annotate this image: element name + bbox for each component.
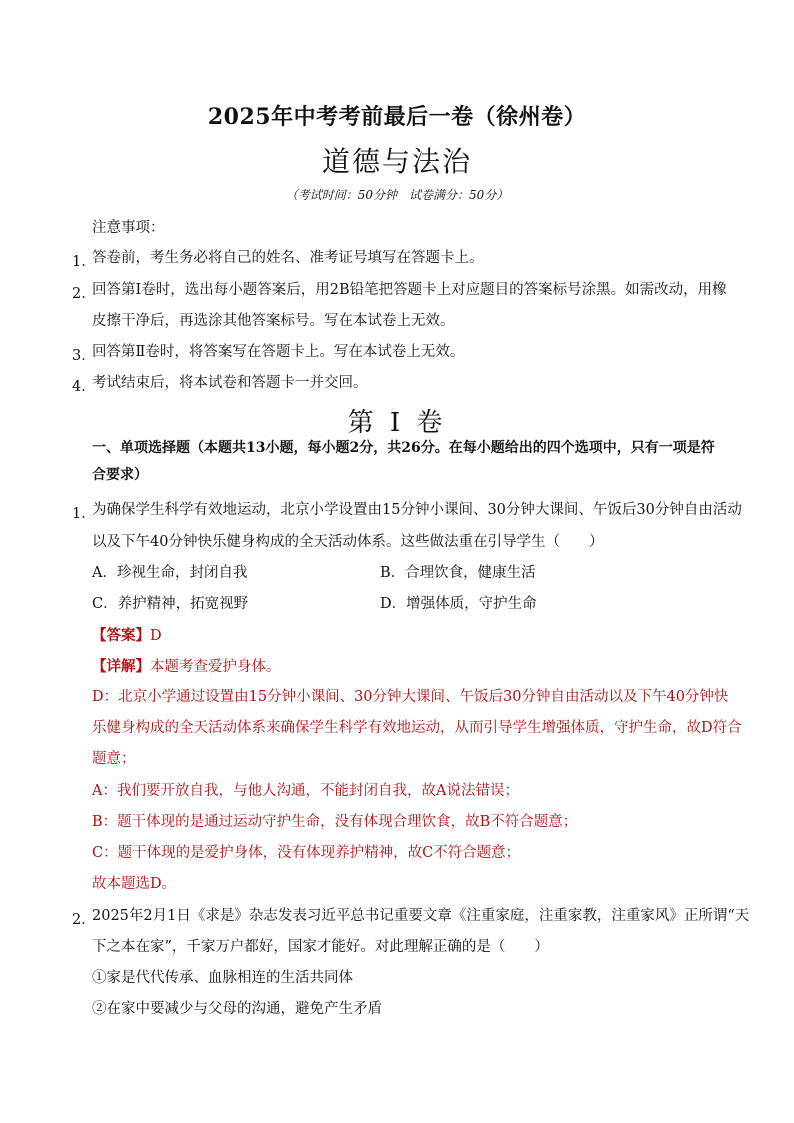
note-text: 皮擦干净后，再选涂其他答案标号。写在本试卷上无效。	[92, 313, 455, 329]
detail-line	[92, 658, 281, 676]
note-text: 考试结束后，将本试卷和答题卡一并交回。	[92, 375, 368, 391]
note-text: 答卷前，考生务必将自己的姓名、准考证号填写在答题卡上。	[92, 250, 484, 266]
note-number: 1．	[72, 254, 96, 270]
detail-intro: 本题考查爱护身体。	[150, 659, 281, 675]
note-number: 4．	[72, 379, 96, 395]
explanation-line: C：题干体现的是爱护身体，没有体现养护精神，故C不符合题意；	[92, 845, 521, 861]
option-b: B．合理饮食，健康生活	[380, 565, 536, 581]
answer-label: 【答案】	[92, 627, 150, 644]
explanation-line: A：我们要开放自我，与他人沟通，不能封闭自我，故A说法错误；	[92, 783, 519, 799]
detail-label: 【详解】	[92, 658, 150, 675]
section-instruction: 一、单项选择题（本题共13小题，每小题2分，共26分。在每小题给出的四个选项中，只有一项是符	[92, 440, 715, 456]
explanation-line: B：题干体现的是通过运动守护生命，没有体现合理饮食，故B不符合题意；	[92, 814, 578, 830]
option-d: D．增强体质，守护生命	[380, 596, 537, 612]
question-number: 1．	[72, 506, 96, 522]
exam-info: （考试时间：50分钟 试卷满分：50分）	[285, 188, 509, 202]
option-a: A．珍视生命，封闭自我	[92, 565, 248, 581]
option-c: C．养护精神，拓宽视野	[92, 596, 249, 612]
answer-value: D	[150, 628, 162, 644]
note-number: 2．	[72, 286, 96, 302]
exam-title: 2025年中考考前最后一卷（徐州卷）	[207, 104, 587, 130]
statement-item: ②在家中要减少与父母的沟通，避免产生矛盾	[92, 1001, 382, 1017]
question-stem: 下之本在家”，千家万户都好，国家才能好。对此理解正确的是（ ）	[92, 939, 549, 955]
explanation-line: 题意；	[92, 751, 136, 767]
question-stem: 2025年2月1日《求是》杂志发表习近平总书记重要文章《注重家庭，注重家教，注重家风》正所谓“天	[92, 908, 750, 924]
explanation-line: D：北京小学通过设置由15分钟小课间、30分钟大课间、午饭后30分钟自由活动以及下午40分钟快	[92, 689, 729, 705]
note-text: 回答第Ⅱ卷时，将答案写在答题卡上。写在本试卷上无效。	[92, 344, 465, 360]
notes-heading: 注意事项：	[92, 220, 165, 236]
note-number: 3．	[72, 348, 96, 364]
conclusion-line: 故本题选D。	[92, 876, 177, 892]
explanation-line: 乐健身构成的全天活动体系来确保学生科学有效地运动，从而引导学生增强体质，守护生命，故D符合	[92, 720, 742, 736]
answer-line	[92, 627, 162, 645]
question-stem: 为确保学生科学有效地运动，北京小学设置由15分钟小课间、30分钟大课间、午饭后30分钟自由活动	[92, 502, 742, 518]
section-title: 第 I 卷	[347, 408, 447, 438]
statement-item: ①家是代代传承、血脉相连的生活共同体	[92, 970, 353, 986]
section-instruction: 合要求）	[92, 467, 148, 483]
question-stem: 以及下午40分钟快乐健身构成的全天活动体系。这些做法重在引导学生（ ）	[92, 534, 604, 550]
question-number: 2．	[72, 912, 96, 928]
subject-title: 道德与法治	[321, 145, 472, 178]
note-text: 回答第Ⅰ卷时，选出每小题答案后，用2B铅笔把答题卡上对应题目的答案标号涂黑。如需改动，用橡	[92, 282, 727, 298]
